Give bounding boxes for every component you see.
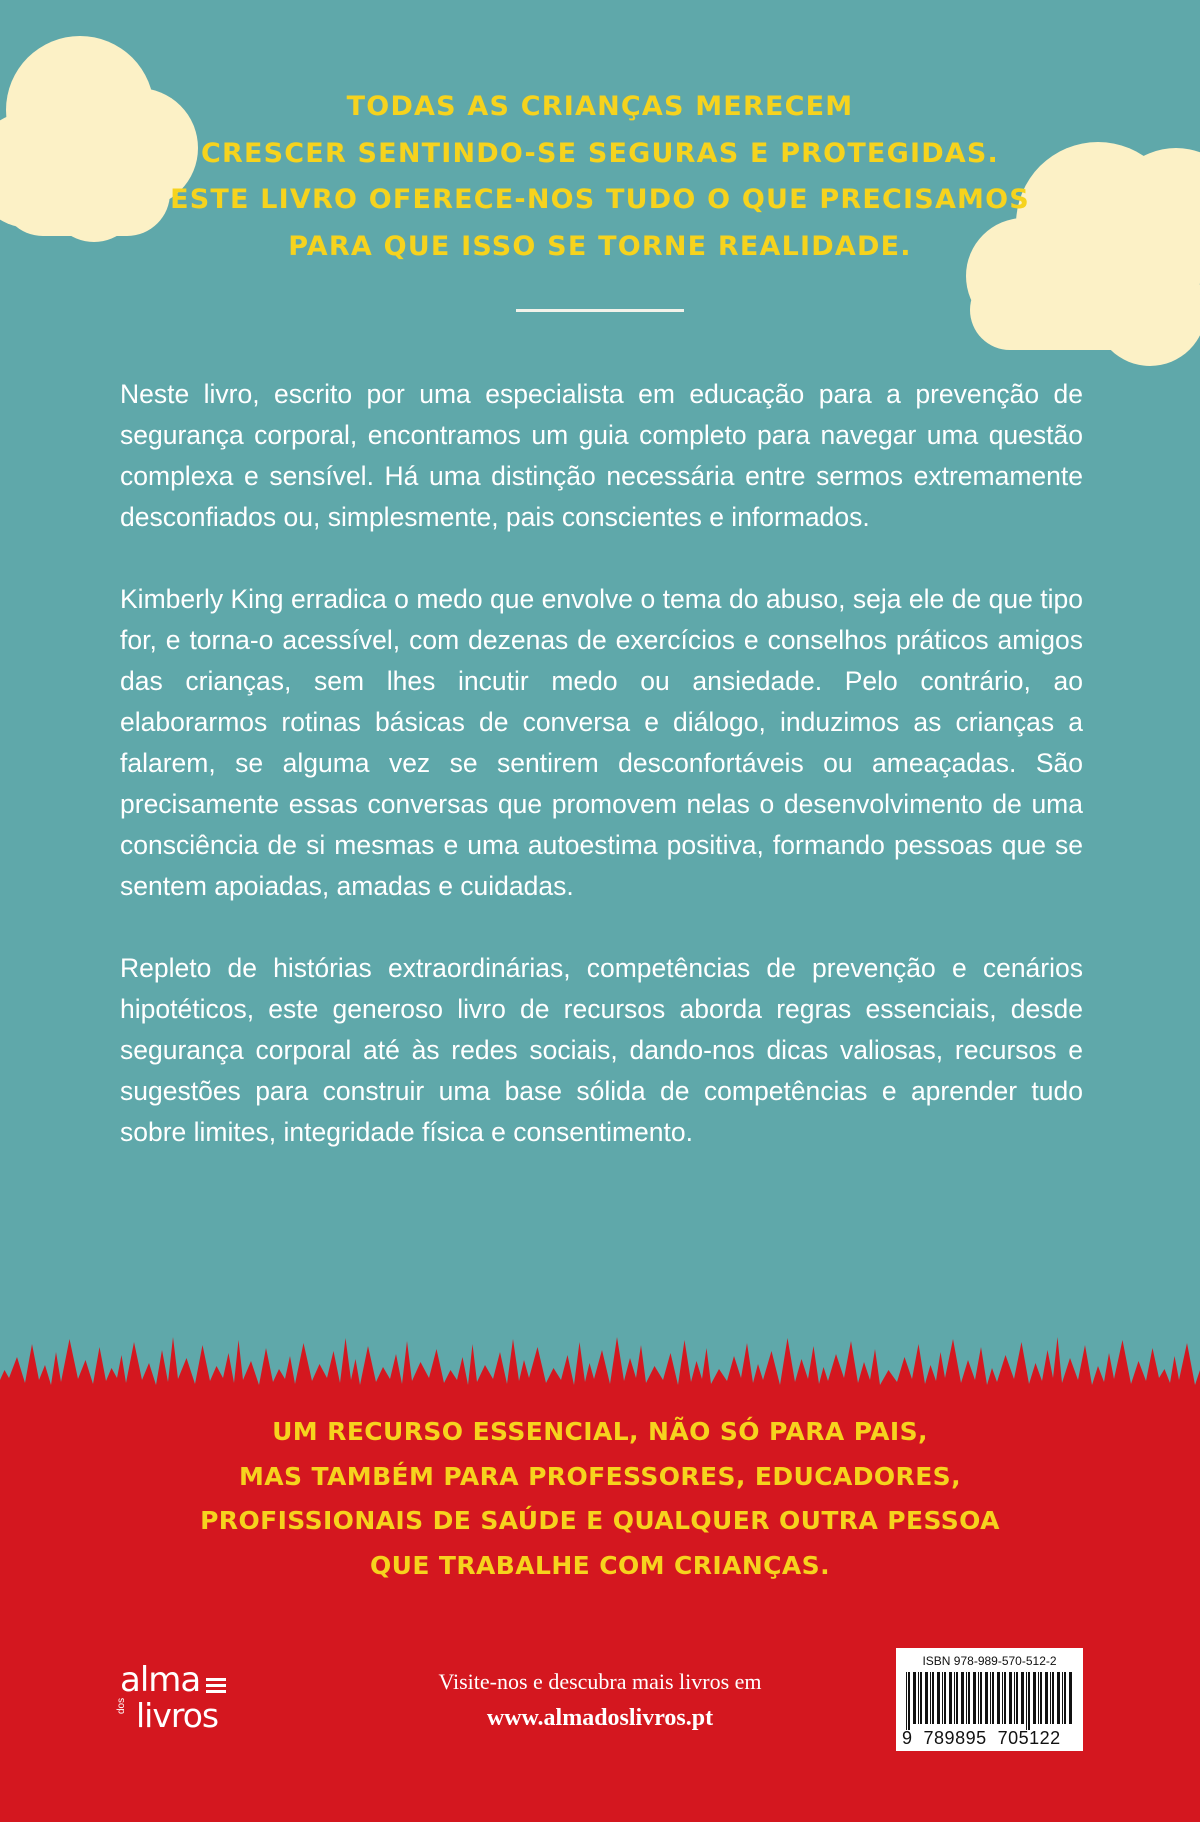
- barcode-bar: [932, 1672, 934, 1724]
- barcode-bar: [1045, 1672, 1048, 1724]
- barcode-bar: [985, 1672, 988, 1724]
- logo-livros: livros: [136, 1696, 219, 1735]
- headline-line: TODAS AS CRIANÇAS MERECEM: [346, 91, 854, 122]
- barcode-bar: [1057, 1672, 1060, 1724]
- publisher-visit: [350, 1664, 850, 1736]
- website-link[interactable]: www.almadoslivros.pt: [486, 1705, 714, 1731]
- tagline-line: UM RECURSO ESSENCIAL, NÃO SÓ PARA PAIS,: [272, 1417, 928, 1446]
- barcode-bar: [978, 1672, 979, 1724]
- barcode-bar: [1062, 1672, 1063, 1724]
- synopsis-paragraph: Repleto de histórias extraordinárias, competências de prevenção e cenários hipotéticos, este generoso livro de recursos aborda regras essenciais, desde segurança corporal até às redes sociais, dando-nos dicas valiosas, recursos e sugestões para construir uma base sólida de competências e aprender tudo sobre limites, integridade física e consentimento.: [120, 953, 1083, 1147]
- publisher-logo: [116, 1660, 260, 1742]
- headline-line: ESTE LIVRO OFERECE-NOS TUDO O QUE PRECISAMOS: [170, 184, 1030, 215]
- barcode-digits-right: 705122: [997, 1728, 1061, 1748]
- barcode-bar: [949, 1672, 952, 1724]
- barcode-bar: [973, 1672, 976, 1724]
- barcode-bar: [1016, 1672, 1018, 1724]
- barcode-bar: [997, 1672, 1000, 1724]
- barcode-bar: [968, 1672, 970, 1724]
- barcode: [896, 1648, 1083, 1751]
- barcode-bar: [1021, 1672, 1024, 1724]
- barcode-bar: [956, 1672, 958, 1724]
- logo-alma: alma: [120, 1660, 201, 1700]
- headline-line: PARA QUE ISSO SE TORNE REALIDADE.: [288, 230, 912, 262]
- barcode-bar: [1064, 1672, 1066, 1724]
- barcode-bar: [1050, 1672, 1051, 1724]
- synopsis: [120, 374, 1083, 1194]
- barcode-digit-first: 9: [902, 1728, 913, 1748]
- barcode-bar: [1040, 1672, 1042, 1724]
- headline: [0, 84, 1200, 270]
- barcode-bar: [1033, 1672, 1036, 1724]
- barcode-bar: [1026, 1672, 1027, 1730]
- logo-lines-icon: [206, 1678, 226, 1696]
- barcode-bar: [992, 1672, 994, 1724]
- barcode-digits: [902, 1728, 1078, 1748]
- headline-line: CRESCER SENTINDO-SE SEGURAS E PROTEGIDAS.: [200, 137, 999, 169]
- barcode-bar: [937, 1672, 940, 1724]
- barcode-bar: [918, 1672, 919, 1724]
- barcode-bar: [966, 1672, 967, 1724]
- barcode-digits-left: 789895: [923, 1728, 987, 1748]
- barcode-bar: [954, 1672, 955, 1724]
- barcode-bar: [1002, 1672, 1003, 1724]
- tagline-line: PROFISSIONAIS DE SAÚDE E QUALQUER OUTRA PESSOA: [200, 1506, 1000, 1535]
- visit-text: Visite-nos e descubra mais livros em: [438, 1669, 762, 1694]
- barcode-bar: [1028, 1672, 1030, 1730]
- barcode-bar: [1069, 1672, 1072, 1724]
- barcode-bar: [906, 1672, 907, 1730]
- barcode-bar: [942, 1672, 943, 1724]
- barcode-bar: [920, 1672, 922, 1724]
- barcode-bar: [990, 1672, 991, 1724]
- grass-edge: [0, 1320, 1200, 1400]
- barcode-bar: [1009, 1672, 1012, 1724]
- synopsis-paragraph: Kimberly King erradica o medo que envolve o tema do abuso, seja ele de que tipo for, e torna-o acessível, com dezenas de exercícios e conselhos práticos amigos das crianças, sem lhes incutir medo ou ansiedade. Pelo contrário, ao elaborarmos rotinas básicas de conversa e diálogo, induzimos as crianças a falarem, se alguma vez se sentirem desconfortáveis ou ameaçadas. São precisamente essas conversas que promovem nelas o desenvolvimento de uma consciência de si mesmas e uma autoestima positiva, formando pessoas que se sentem apoiadas, amadas e cuidadas.: [120, 584, 1083, 901]
- barcode-bar: [913, 1672, 916, 1724]
- logo-dos: dos: [116, 1697, 127, 1714]
- barcode-bar: [930, 1672, 931, 1724]
- barcode-bar: [925, 1672, 928, 1724]
- barcode-bar: [980, 1672, 982, 1724]
- barcode-bar: [908, 1672, 910, 1730]
- tagline: [0, 1410, 1200, 1588]
- barcode-bar: [1004, 1672, 1006, 1724]
- divider: [516, 309, 684, 312]
- barcode-bar: [944, 1672, 946, 1724]
- barcode-bars: [904, 1672, 1075, 1730]
- synopsis-paragraph: Neste livro, escrito por uma especialista em educação para a prevenção de segurança corporal, encontramos um guia completo para navegar uma questão complexa e sensível. Há uma distinção necessária entre sermos extremamente desconfiados ou, simplesmente, pais conscientes e informados.: [120, 379, 1083, 532]
- barcode-bar: [1014, 1672, 1015, 1724]
- tagline-line: QUE TRABALHE COM CRIANÇAS.: [370, 1550, 830, 1580]
- isbn-label: ISBN 978-989-570-512-2: [922, 1654, 1057, 1668]
- barcode-bar: [1052, 1672, 1054, 1724]
- barcode-bar: [1038, 1672, 1039, 1724]
- barcode-bar: [961, 1672, 964, 1724]
- tagline-line: MAS TAMBÉM PARA PROFESSORES, EDUCADORES,: [239, 1461, 961, 1491]
